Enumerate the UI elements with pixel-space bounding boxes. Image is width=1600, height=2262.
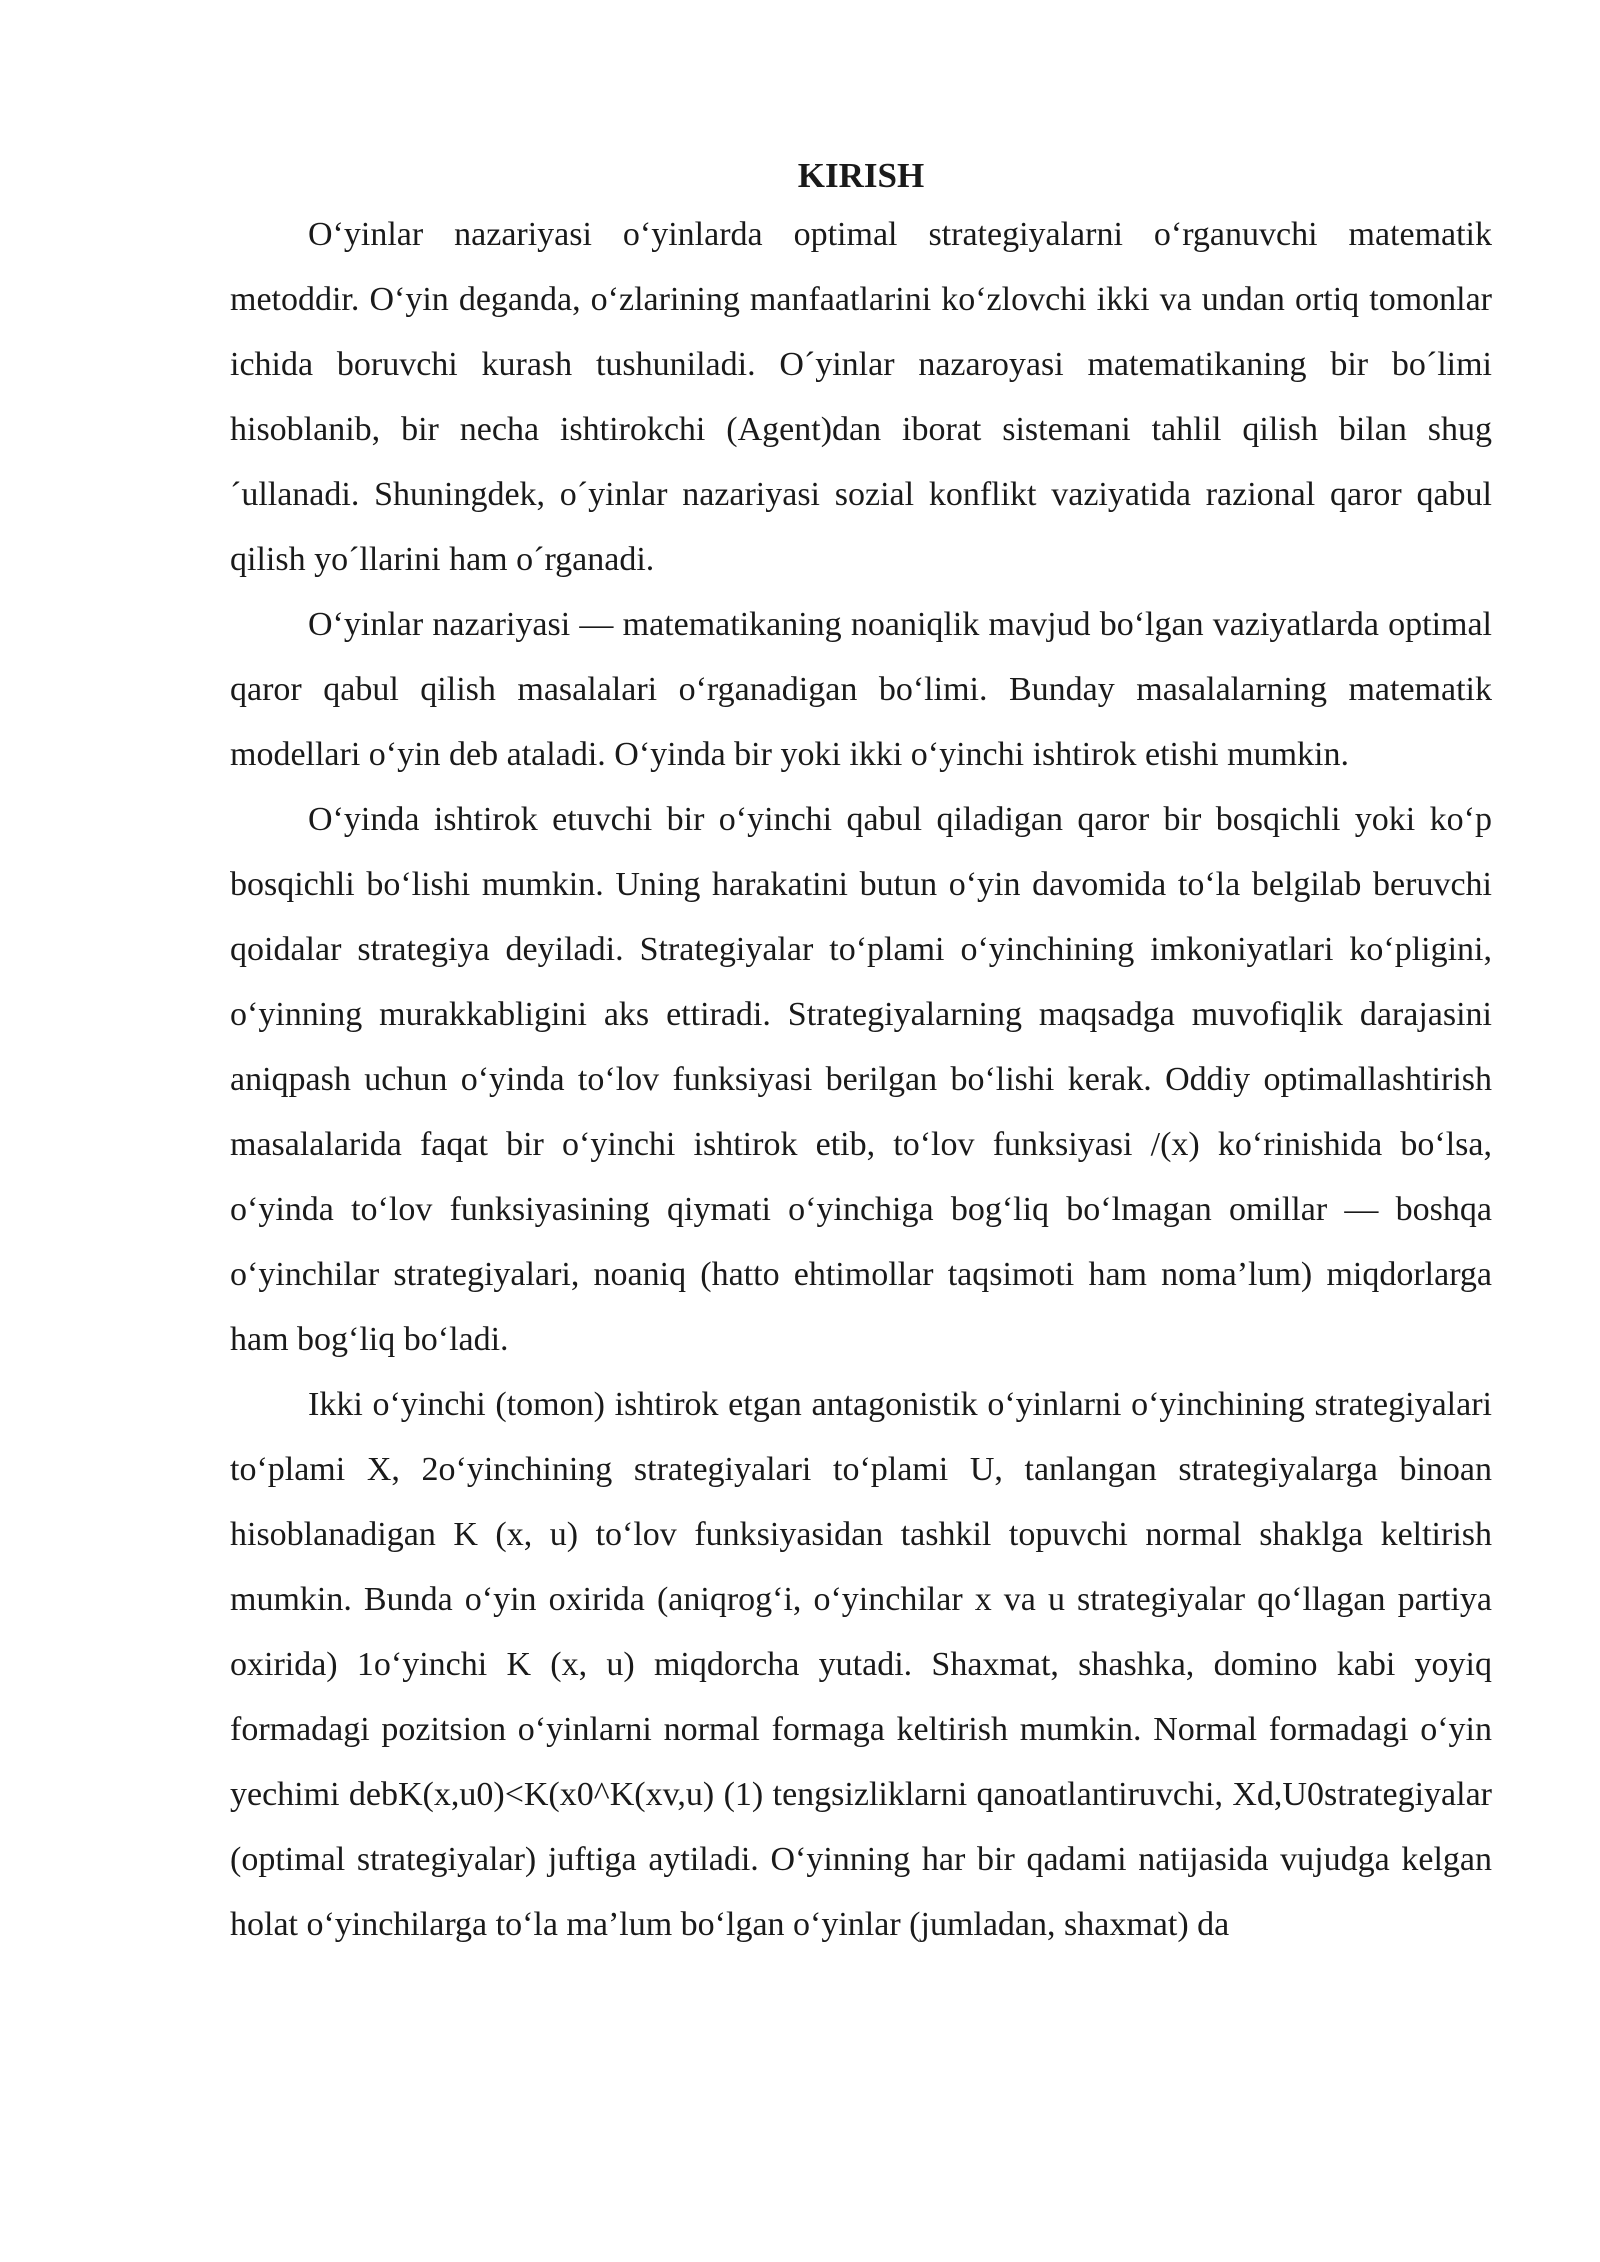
paragraph: O‘yinlar nazariyasi — matematikaning noaniqlik mavjud bo‘lgan vaziyatlarda optimal qaror qabul qilish masalalari o‘rganadigan bo‘limi. Bunday masalalarning matematik modellari o‘yin deb ataladi. O‘yinda bir yoki ikki o‘yinchi ishtirok etishi mumkin. (230, 606, 1492, 773)
page-title: KIRISH (797, 156, 925, 195)
paragraph: O‘yinlar nazariyasi o‘yinlarda optimal strategiyalarni o‘rganuvchi matematik metoddir. O‘yin deganda, o‘zlarining manfaatlarini ko‘zlovchi ikki va undan ortiq tomonlar ichida boruvchi kurash tushuniladi. O´yinlar nazaroyasi matematikaning bir bo´limi hisoblanib, bir necha ishtirokchi (Agent)dan iborat sistemani tahlil qilish bilan shug´ullanadi. Shuningdek, o´yinlar nazariyasi sozial konflikt vaziyatida razional qaror qabul qilish yo´llarini ham o´rganadi. (230, 216, 1492, 578)
paragraph: Ikki o‘yinchi (tomon) ishtirok etgan antagonistik o‘yinlarni o‘yinchining strategiyalari to‘plami X, 2o‘yinchining strategiyalari to‘plami U, tanlangan strategiyalarga binoan hisoblanadigan K (x, u) to‘lov funksiyasidan tashkil topuvchi normal shaklga keltirish mumkin. Bunda o‘yin oxirida (aniqrog‘i, o‘yinchilar x va u strategiyalar qo‘llagan partiya oxirida) 1o‘yinchi K (x, u) miqdorcha yutadi. Shaxmat, shashka, domino kabi yoyiq formadagi pozitsion o‘yinlarni normal formaga keltirish mumkin. Normal formadagi o‘yin yechimi debK(x,u0)<K(x0^K(xv,u) (1) tengsizliklarni qanoatlantiruvchi, Xd,U0strategiyalar (optimal strategiyalar) juftiga aytiladi. O‘yinning har bir qadami natijasida vujudga kelgan holat o‘yinchilarga to‘la ma’lum bo‘lgan o‘yinlar (jumladan, shaxmat) da (230, 1386, 1492, 1943)
page-content (230, 150, 1492, 1957)
paragraph: O‘yinda ishtirok etuvchi bir o‘yinchi qabul qiladigan qaror bir bosqichli yoki ko‘p bosqichli bo‘lishi mumkin. Uning harakatini butun o‘yin davomida to‘la belgilab beruvchi qoidalar strategiya deyiladi. Strategiyalar to‘plami o‘yinchining imkoniyatlari ko‘pligini, o‘yinning murakkabligini aks ettiradi. Strategiyalarning maqsadga muvofiqlik darajasini aniqpash uchun o‘yinda to‘lov funksiyasi berilgan bo‘lishi kerak. Oddiy optimallashtirish masalalarida faqat bir o‘yinchi ishtirok etib, to‘lov funksiyasi /(x) ko‘rinishida bo‘lsa, o‘yinda to‘lov funksiyasining qiymati o‘yinchiga bog‘liq bo‘lmagan omillar — boshqa o‘yinchilar strategiyalari, noaniq (hatto ehtimollar taqsimoti ham noma’lum) miqdorlarga ham bog‘liq bo‘ladi. (230, 801, 1492, 1358)
